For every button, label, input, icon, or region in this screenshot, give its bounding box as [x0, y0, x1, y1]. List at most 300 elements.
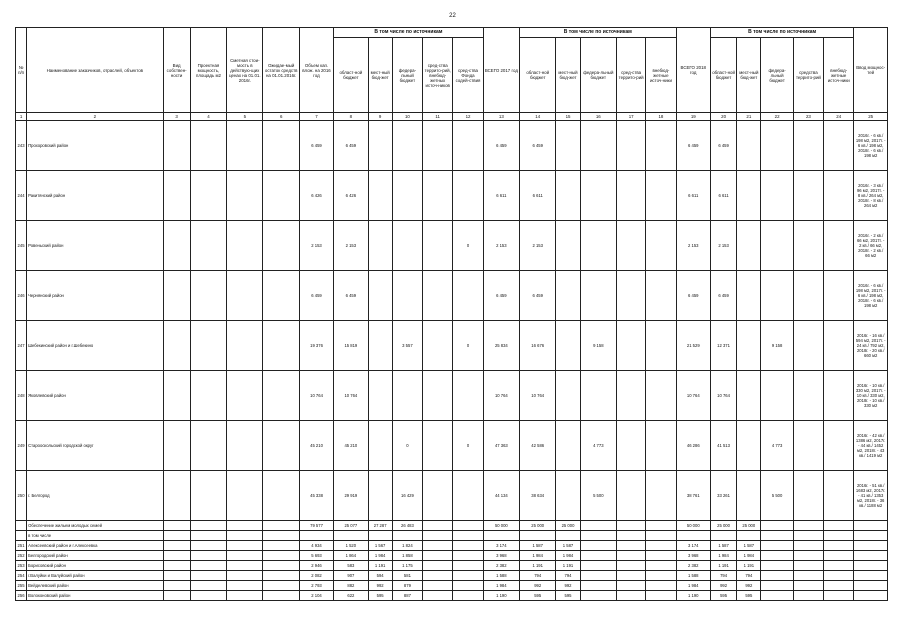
cell-col18	[646, 541, 676, 551]
cell-col15	[556, 121, 580, 171]
cell-col14	[520, 531, 556, 541]
column-number-row	[16, 113, 888, 121]
column-number: 12	[453, 113, 483, 121]
group3-header: В том числе по источникам	[710, 28, 853, 38]
cell-col5	[227, 551, 263, 561]
cell-col8: 882	[334, 581, 368, 591]
cell-col18	[646, 121, 676, 171]
cell-col17	[616, 531, 645, 541]
cell-col6	[263, 121, 299, 171]
cell-col20: 1 191	[710, 561, 736, 571]
column-number: 25	[854, 113, 888, 121]
row-number: 253	[16, 561, 27, 571]
page-number: 22	[449, 13, 456, 19]
cell-col23	[793, 581, 823, 591]
cell-col3	[163, 531, 190, 541]
cell-col22	[761, 221, 793, 271]
src-territorial-2016: сред-ства террито-рий, внебюд-жетных источ-ников	[423, 38, 453, 113]
row-number: 255	[16, 581, 27, 591]
cell-col5	[227, 561, 263, 571]
cell-col13: 3 174	[483, 541, 519, 551]
cell-col3	[163, 581, 190, 591]
cell-col16	[580, 551, 616, 561]
cell-col9: 594	[368, 571, 392, 581]
cell-col10	[392, 171, 422, 221]
table-row	[16, 271, 888, 321]
cell-col20	[710, 531, 736, 541]
table-body	[16, 121, 888, 601]
cell-col15	[556, 221, 580, 271]
cell-col13: 25 834	[483, 321, 519, 371]
table-row	[16, 471, 888, 521]
table-row	[16, 551, 888, 561]
row-name: Вейделевский район	[27, 581, 163, 591]
cell-col14: 6 459	[520, 271, 556, 321]
cell-col7	[299, 531, 333, 541]
cell-col7: 45 338	[299, 471, 333, 521]
cell-col12	[453, 561, 483, 571]
cell-col21: 992	[737, 581, 761, 591]
cell-col6	[263, 551, 299, 561]
cell-col13: 2 153	[483, 221, 519, 271]
cell-col16	[580, 121, 616, 171]
cell-col11	[423, 561, 453, 571]
commissioning-note	[854, 521, 888, 531]
cell-col6	[263, 521, 299, 531]
cell-col16	[580, 371, 616, 421]
cell-col9: 992	[368, 581, 392, 591]
commissioning-note	[854, 581, 888, 591]
cell-col8: 10 764	[334, 371, 368, 421]
cell-col18	[646, 421, 676, 471]
cell-col22: 5 500	[761, 471, 793, 521]
cell-col11	[423, 321, 453, 371]
cell-col5	[227, 321, 263, 371]
cell-col22	[761, 541, 793, 551]
cell-col10: 1 824	[392, 541, 422, 551]
cell-col16	[580, 221, 616, 271]
cell-col10	[392, 221, 422, 271]
cell-col18	[646, 171, 676, 221]
row-name: г. Белгород	[27, 471, 163, 521]
cell-col17	[616, 521, 645, 531]
src-local-2018: мест-ный бюд-жет	[737, 38, 761, 113]
cell-col4	[190, 591, 226, 601]
cell-col11	[423, 581, 453, 591]
cell-col12	[453, 121, 483, 171]
cell-col18	[646, 271, 676, 321]
cell-col20: 6 459	[710, 121, 736, 171]
cell-col19: 1 588	[676, 571, 710, 581]
table-row	[16, 371, 888, 421]
cell-col20: 10 764	[710, 371, 736, 421]
column-number: 9	[368, 113, 392, 121]
column-number: 4	[190, 113, 226, 121]
cell-col8: 25 077	[334, 521, 368, 531]
cell-col13: 1 588	[483, 571, 519, 581]
cell-col11	[423, 531, 453, 541]
cell-col4	[190, 571, 226, 581]
cell-col19: 2 382	[676, 561, 710, 571]
cell-col10	[392, 371, 422, 421]
table-row	[16, 421, 888, 471]
col-total2017-header: ВСЕГО 2017 год	[483, 28, 519, 113]
cell-col15	[556, 271, 580, 321]
cell-col22	[761, 371, 793, 421]
cell-col6	[263, 271, 299, 321]
column-number: 17	[616, 113, 645, 121]
cell-col8: 15 819	[334, 321, 368, 371]
cell-col10: 581	[392, 571, 422, 581]
cell-col6	[263, 531, 299, 541]
col-kind-header: Вид собствен-ности	[163, 28, 190, 113]
cell-col10: 26 483	[392, 521, 422, 531]
cell-col23	[793, 221, 823, 271]
cell-col18	[646, 571, 676, 581]
cell-col21	[737, 421, 761, 471]
row-number: 250	[16, 471, 27, 521]
cell-col15	[556, 321, 580, 371]
cell-col8: 2 153	[334, 221, 368, 271]
cell-col4	[190, 171, 226, 221]
cell-col18	[646, 221, 676, 271]
cell-col16: 5 500	[580, 471, 616, 521]
cell-col21	[737, 531, 761, 541]
cell-col19: 38 761	[676, 471, 710, 521]
cell-col17	[616, 321, 645, 371]
cell-col6	[263, 561, 299, 571]
cell-col8: 6 426	[334, 171, 368, 221]
cell-col8: 29 919	[334, 471, 368, 521]
cell-col3	[163, 371, 190, 421]
cell-col11	[423, 421, 453, 471]
column-number: 19	[676, 113, 710, 121]
cell-col21: 1 191	[737, 561, 761, 571]
commissioning-note: 2016г. - 42 кв./ 1386 м2, 2017г. - 44 кв./ 1452 м2, 2018г. - 43 кв./ 1419 м2	[854, 421, 888, 471]
cell-col20: 33 261	[710, 471, 736, 521]
cell-col21: 25 000	[737, 521, 761, 531]
cell-col14: 1 587	[520, 541, 556, 551]
col-total2018-header: ВСЕГО 2018 год	[676, 28, 710, 113]
column-number: 22	[761, 113, 793, 121]
cell-col21	[737, 271, 761, 321]
commissioning-note: 2016г. - 16 кв./ 594 м2, 2017г. - 24 кв./ 792 м2, 2018г. - 20 кв./ 660 м2	[854, 321, 888, 371]
cell-col8: 6 459	[334, 271, 368, 321]
cell-col17	[616, 591, 645, 601]
row-number: 243	[16, 121, 27, 171]
cell-col6	[263, 421, 299, 471]
column-number: 2	[27, 113, 163, 121]
cell-col21: 794	[737, 571, 761, 581]
cell-col23	[793, 571, 823, 581]
cell-col19: 3 174	[676, 541, 710, 551]
cell-col21	[737, 171, 761, 221]
table-row	[16, 221, 888, 271]
cell-col10: 3 557	[392, 321, 422, 371]
cell-col16	[580, 561, 616, 571]
cell-col12: 0	[453, 321, 483, 371]
cell-col23	[793, 471, 823, 521]
row-number: 256	[16, 591, 27, 601]
src-regional-2016: област-ной бюджет	[334, 38, 368, 113]
cell-col9: 595	[368, 591, 392, 601]
cell-col20: 6 459	[710, 271, 736, 321]
cell-col13: 47 363	[483, 421, 519, 471]
cell-col21: 1 587	[737, 541, 761, 551]
column-number: 18	[646, 113, 676, 121]
cell-col3	[163, 551, 190, 561]
cell-col24	[824, 591, 854, 601]
column-number: 1	[16, 113, 27, 121]
cell-col4	[190, 371, 226, 421]
cell-col18	[646, 561, 676, 571]
row-number: 252	[16, 551, 27, 561]
src-extra-2018: внебюд-жетные источ-ники	[824, 38, 854, 113]
cell-col17	[616, 171, 645, 221]
cell-col25	[854, 531, 888, 541]
section-label: в том числе	[27, 531, 163, 541]
header-row-groups	[16, 28, 888, 38]
cell-col8	[334, 531, 368, 541]
cell-col11	[423, 221, 453, 271]
commissioning-note: 2016г. - 51 кв./ 1683 м2, 2017г. - 41 кв./ 1353 м2, 2018г. - 36 кв./ 1188 м2	[854, 471, 888, 521]
cell-col17	[616, 551, 645, 561]
cell-col15: 595	[556, 591, 580, 601]
src-federal-2017: федера-льный бюджет	[580, 38, 616, 113]
col-commissioning-header: Ввод мощнос-тей	[854, 28, 888, 113]
cell-col7: 6 459	[299, 121, 333, 171]
cell-col21	[737, 121, 761, 171]
cell-col5	[227, 591, 263, 601]
cell-col20: 12 371	[710, 321, 736, 371]
cell-col9: 1 191	[368, 561, 392, 571]
cell-col23	[793, 121, 823, 171]
cell-col3	[163, 571, 190, 581]
row-name: Волоконовский район	[27, 591, 163, 601]
cell-col22: 4 773	[761, 421, 793, 471]
column-number: 15	[556, 113, 580, 121]
cell-col22	[761, 531, 793, 541]
cell-col5	[227, 271, 263, 321]
cell-col21	[737, 371, 761, 421]
cell-col5	[227, 571, 263, 581]
cell-col14: 6 611	[520, 171, 556, 221]
table-row	[16, 171, 888, 221]
cell-col23	[793, 561, 823, 571]
cell-col4	[190, 521, 226, 531]
cell-col18	[646, 321, 676, 371]
cell-col15: 794	[556, 571, 580, 581]
cell-col24	[824, 321, 854, 371]
cell-col18	[646, 551, 676, 561]
cell-col7: 79 577	[299, 521, 333, 531]
cell-col11	[423, 471, 453, 521]
cell-col19: 6 459	[676, 271, 710, 321]
row-number: 245	[16, 221, 27, 271]
cell-col6	[263, 171, 299, 221]
cell-col6	[263, 541, 299, 551]
cell-col12: 0	[453, 221, 483, 271]
cell-col18	[646, 471, 676, 521]
cell-col15	[556, 471, 580, 521]
cell-col24	[824, 271, 854, 321]
cell-col15: 1 587	[556, 541, 580, 551]
cell-col12	[453, 581, 483, 591]
commissioning-note	[854, 551, 888, 561]
cell-col9	[368, 371, 392, 421]
table-row	[16, 591, 888, 601]
cell-col22	[761, 561, 793, 571]
cell-col9	[368, 531, 392, 541]
cell-col7: 2 082	[299, 571, 333, 581]
cell-col10	[392, 271, 422, 321]
cell-col23	[793, 531, 823, 541]
row-name: Белгородский район	[27, 551, 163, 561]
cell-col15	[556, 531, 580, 541]
cell-col21: 1 984	[737, 551, 761, 561]
row-number: 248	[16, 371, 27, 421]
cell-col9	[368, 221, 392, 271]
cell-col12	[453, 271, 483, 321]
cell-col20: 595	[710, 591, 736, 601]
cell-col23	[793, 541, 823, 551]
cell-col15: 992	[556, 581, 580, 591]
cell-col24	[824, 541, 854, 551]
cell-col16	[580, 541, 616, 551]
cell-col12	[453, 371, 483, 421]
col-capacity-header: Проектная мощность, площадь м2	[190, 28, 226, 113]
row-number: 247	[16, 321, 27, 371]
col-name-header: Наименование заказчиков, отраслей, объектов	[27, 28, 163, 113]
group2-header: В том числе по источникам	[520, 28, 677, 38]
commissioning-note: 2016г. - 6 кв./ 198 м2, 2017г. - 6 кв./ 198 м2, 2018г. - 6 кв./ 198 м2	[854, 271, 888, 321]
cell-col17	[616, 571, 645, 581]
row-name: г.Валуйки и Валуйский район	[27, 571, 163, 581]
cell-col12	[453, 551, 483, 561]
cell-col7: 6 426	[299, 171, 333, 221]
cell-col7: 45 210	[299, 421, 333, 471]
column-number: 11	[423, 113, 453, 121]
cell-col20: 2 153	[710, 221, 736, 271]
cell-col11	[423, 541, 453, 551]
cell-col22	[761, 171, 793, 221]
cell-col9	[368, 421, 392, 471]
commissioning-note	[854, 571, 888, 581]
cell-col5	[227, 521, 263, 531]
cell-col22	[761, 571, 793, 581]
cell-col20: 992	[710, 581, 736, 591]
cell-col5	[227, 371, 263, 421]
cell-col22: 9 158	[761, 321, 793, 371]
src-regional-2017: област-ной бюджет	[520, 38, 556, 113]
cell-col21	[737, 471, 761, 521]
cell-col24	[824, 471, 854, 521]
cell-col4	[190, 221, 226, 271]
cell-col16	[580, 571, 616, 581]
cell-col3	[163, 271, 190, 321]
src-extra-2017: внебюд-жетные источ-ники	[646, 38, 676, 113]
cell-col7: 19 376	[299, 321, 333, 371]
cell-col17	[616, 221, 645, 271]
cell-col10: 1 175	[392, 561, 422, 571]
cell-col11	[423, 551, 453, 561]
cell-col4	[190, 561, 226, 571]
cell-col15	[556, 421, 580, 471]
cell-col16	[580, 521, 616, 531]
cell-col24	[824, 171, 854, 221]
cell-col15: 1 984	[556, 551, 580, 561]
cell-col11	[423, 571, 453, 581]
cell-col7: 2 153	[299, 221, 333, 271]
table-row	[16, 571, 888, 581]
cell-col8: 1 520	[334, 541, 368, 551]
cell-col23	[793, 551, 823, 561]
cell-col13: 3 968	[483, 551, 519, 561]
cell-col11	[423, 171, 453, 221]
commissioning-note: 2016г. - 10 кв./ 330 м2, 2017г. - 10 кв./ 330 м2, 2018г. - 10 кв./ 330 м2	[854, 371, 888, 421]
cell-col22	[761, 551, 793, 561]
cell-col11	[423, 271, 453, 321]
cell-col18	[646, 581, 676, 591]
column-number: 6	[263, 113, 299, 121]
cell-col7: 10 764	[299, 371, 333, 421]
row-number: 254	[16, 571, 27, 581]
cell-col22	[761, 271, 793, 321]
col-num-header: № п/п	[16, 28, 27, 113]
cell-col7: 6 459	[299, 271, 333, 321]
commissioning-note: 2016г. - 2 кв./ 66 м2, 2017г. - 2 кв./ 66 м2, 2018г. - 2 кв./ 66 м2	[854, 221, 888, 271]
cell-col3	[163, 561, 190, 571]
column-number: 16	[580, 113, 616, 121]
commissioning-note	[854, 561, 888, 571]
cell-col19: 21 529	[676, 321, 710, 371]
cell-col9	[368, 271, 392, 321]
cell-col14: 2 153	[520, 221, 556, 271]
cell-col4	[190, 321, 226, 371]
cell-col19: 1 190	[676, 591, 710, 601]
cell-col5	[227, 421, 263, 471]
cell-col14: 16 676	[520, 321, 556, 371]
row-name: Яковлевский район	[27, 371, 163, 421]
cell-col13: 1 190	[483, 591, 519, 601]
cell-col9	[368, 171, 392, 221]
cell-col24	[824, 221, 854, 271]
cell-col14: 10 764	[520, 371, 556, 421]
cell-col7: 5 693	[299, 551, 333, 561]
cell-col20: 794	[710, 571, 736, 581]
cell-col9: 1 984	[368, 551, 392, 561]
cell-col15: 25 000	[556, 521, 580, 531]
cell-col11	[423, 521, 453, 531]
src-territorial-2018: средства террито-рий	[793, 38, 823, 113]
cell-col4	[190, 271, 226, 321]
col-volume2016-header: Объем кап. влож. на 2016 год	[299, 28, 333, 113]
cell-col13: 44 134	[483, 471, 519, 521]
column-number: 21	[737, 113, 761, 121]
src-regional-2018: област-ной бюджет	[710, 38, 736, 113]
cell-col19	[676, 531, 710, 541]
row-name: Алексеевский район и г.Алексеевка	[27, 541, 163, 551]
cell-col13: 1 984	[483, 581, 519, 591]
cell-col8: 622	[334, 591, 368, 601]
group1-header: В том числе по источникам	[334, 28, 483, 38]
cell-col15	[556, 371, 580, 421]
cell-col5	[227, 531, 263, 541]
cell-col12	[453, 541, 483, 551]
cell-col14: 1 984	[520, 551, 556, 561]
cell-col14: 42 586	[520, 421, 556, 471]
cell-col8: 583	[334, 561, 368, 571]
